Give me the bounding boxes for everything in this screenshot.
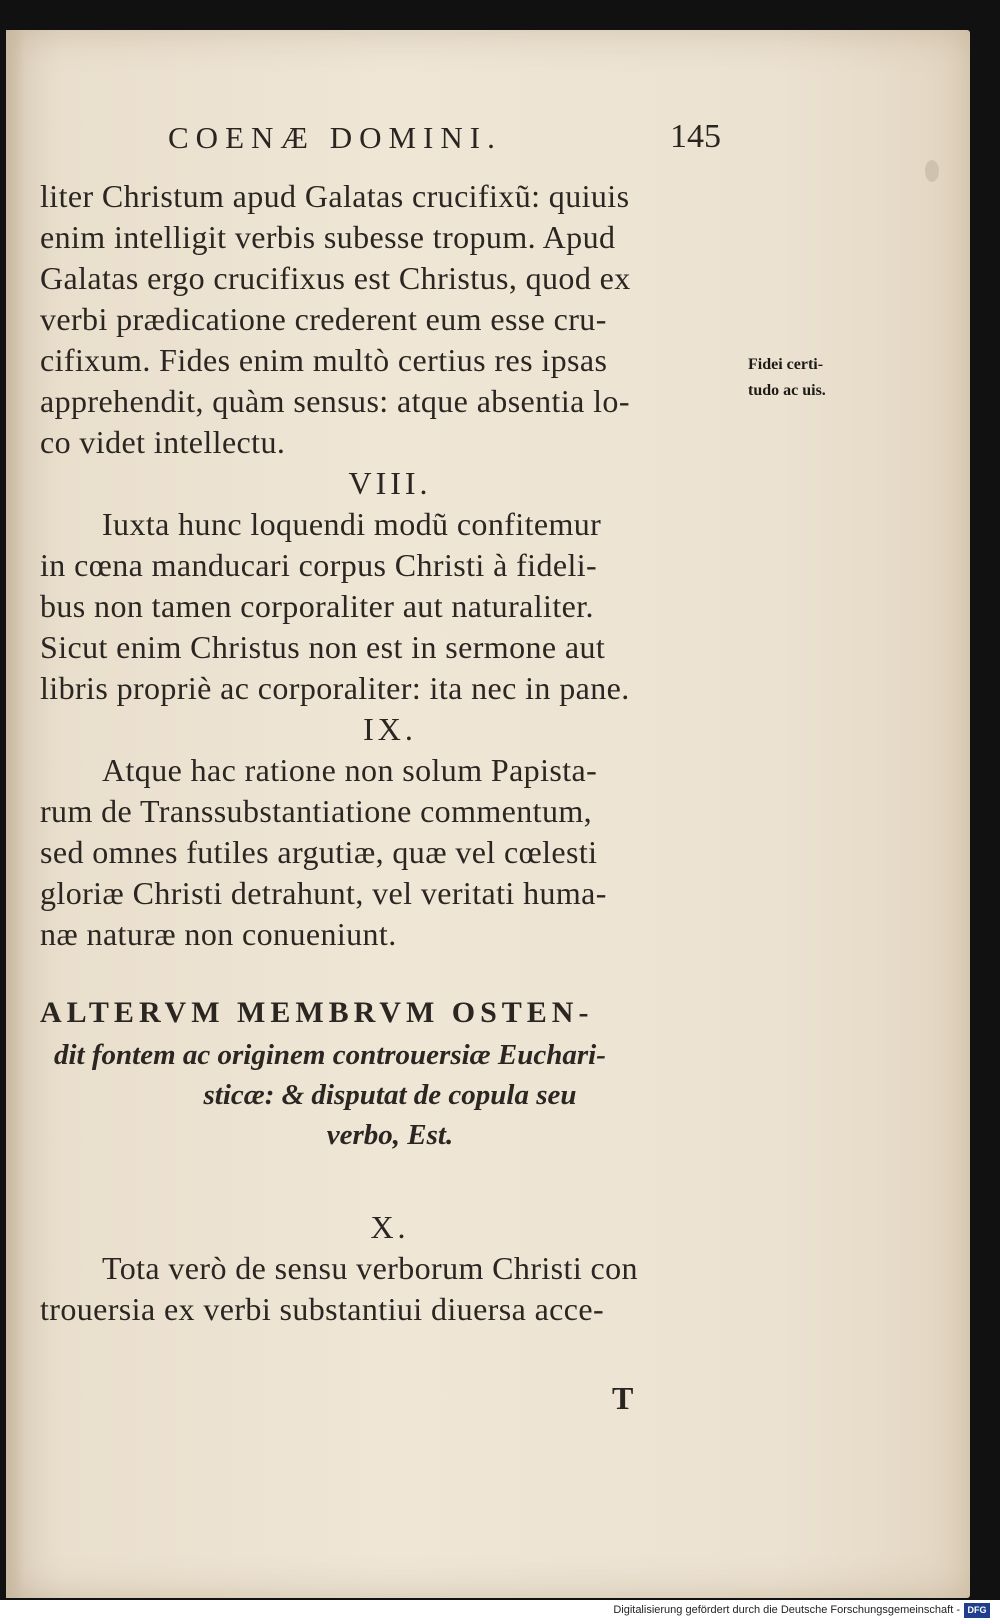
text-block bbox=[40, 176, 740, 1330]
marginal-note-faint-line bbox=[748, 338, 888, 352]
page-gutter-shadow bbox=[6, 30, 24, 1598]
chapter-heading-italic-line: sticæ: & disputat de copula seu bbox=[203, 1079, 577, 1111]
body-line: enim intelligit verbis subesse tropum. Apud bbox=[40, 219, 616, 255]
marginal-note-line-1: Fidei certi- bbox=[748, 356, 824, 373]
section-viii-line: Iuxta hunc loquendi modũ confitemur bbox=[102, 506, 602, 542]
section-ix-line: sed omnes futiles argutiæ, quæ vel cœlesti bbox=[40, 834, 598, 870]
chapter-heading-italic-line: verbo, Est. bbox=[326, 1119, 454, 1151]
page-number: 145 bbox=[670, 118, 721, 155]
body-line: apprehendit, quàm sensus: atque absentia lo- bbox=[40, 383, 630, 419]
paper-damage-mark bbox=[925, 160, 939, 182]
section-viii-line: libris propriè ac corporaliter: ita nec in pane. bbox=[40, 670, 630, 706]
body-line: liter Christum apud Galatas crucifixũ: quiuis bbox=[40, 178, 630, 214]
body-line: verbi prædicatione crederent eum esse cru- bbox=[40, 301, 607, 337]
section-ix-line: næ naturæ non conueniunt. bbox=[40, 916, 397, 952]
chapter-heading-caps: ALTERVM MEMBRVM OSTEN- bbox=[40, 996, 594, 1029]
section-x-line: Tota verò de sensu verborum Christi con bbox=[102, 1250, 638, 1286]
section-x-line: trouersia ex verbi substantiui diuersa acce- bbox=[40, 1291, 605, 1327]
section-ix-line: Atque hac ratione non solum Papista- bbox=[102, 752, 598, 788]
section-ix-line: gloriæ Christi detrahunt, vel veritati huma- bbox=[40, 875, 607, 911]
running-head: COENÆ DOMINI. bbox=[168, 120, 502, 155]
section-ix-line: rum de Transsubstantiatione commentum, bbox=[40, 793, 593, 829]
dfg-logo: DFG bbox=[964, 1603, 990, 1618]
body-line: Galatas ergo crucifixus est Christus, quod ex bbox=[40, 260, 631, 296]
section-viii-line: Sicut enim Christus non est in sermone aut bbox=[40, 629, 606, 665]
body-line: co videt intellectu. bbox=[40, 424, 286, 460]
digitization-footer bbox=[0, 1600, 1000, 1623]
section-viii-line: in cœna manducari corpus Christi à fideli- bbox=[40, 547, 598, 583]
body-line: cifixum. Fides enim multò certius res ipsas bbox=[40, 342, 608, 378]
section-number-ix: IX. bbox=[363, 711, 417, 747]
chapter-heading-italic-line: dit fontem ac originem controuersiæ Euchari- bbox=[54, 1039, 606, 1071]
marginal-note-line-2: tudo ac uis. bbox=[748, 382, 826, 399]
footer-credit-text: Digitalisierung gefördert durch die Deutsche Forschungsgemeinschaft - bbox=[613, 1604, 960, 1616]
section-number-viii: VIII. bbox=[348, 465, 432, 501]
section-number-x: X. bbox=[370, 1209, 410, 1245]
marginal-note bbox=[748, 354, 888, 404]
section-viii-line: bus non tamen corporaliter aut naturaliter. bbox=[40, 588, 594, 624]
catchword: T bbox=[612, 1380, 634, 1416]
